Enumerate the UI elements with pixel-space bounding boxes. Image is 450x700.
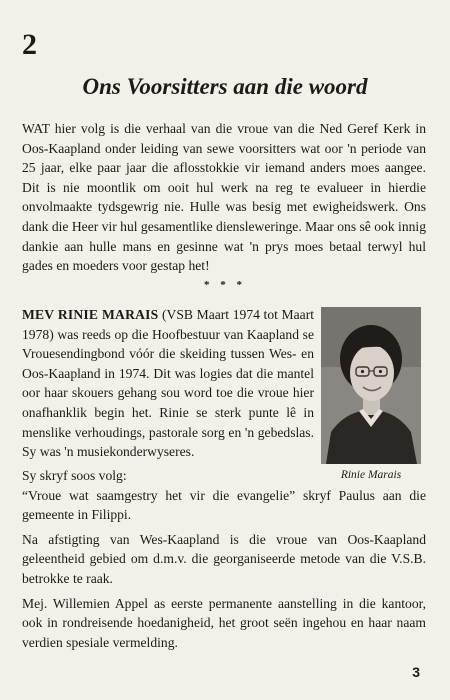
paragraph: Mej. Willemien Appel as eerste permanente aanstelling in die kantoor, ook in rondreisende hoedanigheid, het groot seën ingehou en haar naam verdien spesiale vermelding. (22, 595, 426, 650)
bio-paragraph (22, 305, 314, 462)
bio-text (22, 305, 314, 462)
body-paragraphs (22, 466, 426, 652)
portrait-photo (321, 307, 421, 464)
section-separator: * * * (204, 279, 246, 291)
chapter-number: 2 (22, 28, 37, 61)
bio-name: MEV RINIE MARAIS (22, 307, 159, 322)
bio-body: (VSB Maart 1974 tot Maart 1978) was reeds op die Hoofbestuur van Kaapland se Vrouesendingbond vóór die skeiding tussen Wes- en Oos-Kaapland in 1974. Dit was logies dat die mantel oor haar skouers gehang sou word toe die vroue hier onafhanklik begin het. Rinie se sterk punte lê in menslike verhoudings, pastorale sorg en 'n gebedslas. Sy was 'n musiekonderwyseres. (22, 307, 314, 460)
paragraph: Sy skryf soos volg: (22, 468, 127, 483)
chapter-title: Ons Voorsitters aan die woord (82, 74, 368, 99)
photo-caption: Rinie Marais (340, 469, 402, 481)
page-number: 3 (412, 664, 420, 680)
intro-paragraph (22, 119, 426, 276)
intro-text: WAT hier volg is die verhaal van die vroue van die Ned Geref Kerk in Oos-Kaapland onder leiding van sewe voorsitters wat oor 'n periode van 25 jaar, elke paar jaar die aflosstokkie vir iemand anders moes aangee. Dit is nie moontlik om ooit hul werk na reg te evalueer in hierdie onvolmaakte tydsgewrig nie. Hulle was besig met ewigheidswerk. Ons dank die Heer vir hul gesamentlike diensleweringe. Maar ons sê ook innig dankie aan hulle mans en gesinne wat 'n prys moes betaal terwyl hul gades en moeders voor gestap het! (22, 121, 426, 274)
paragraph: “Vroue wat saamgestry het vir die evangelie” skryf Paulus aan die gemeente in Filippi. (22, 487, 426, 523)
portrait-image (321, 307, 421, 464)
paragraph: Na afstigting van Wes-Kaapland is die vroue van Oos-Kaapland geleentheid gebied om d.m.v. die georganiseerde metode van die V.S.B. betrokke te raak. (22, 531, 426, 586)
